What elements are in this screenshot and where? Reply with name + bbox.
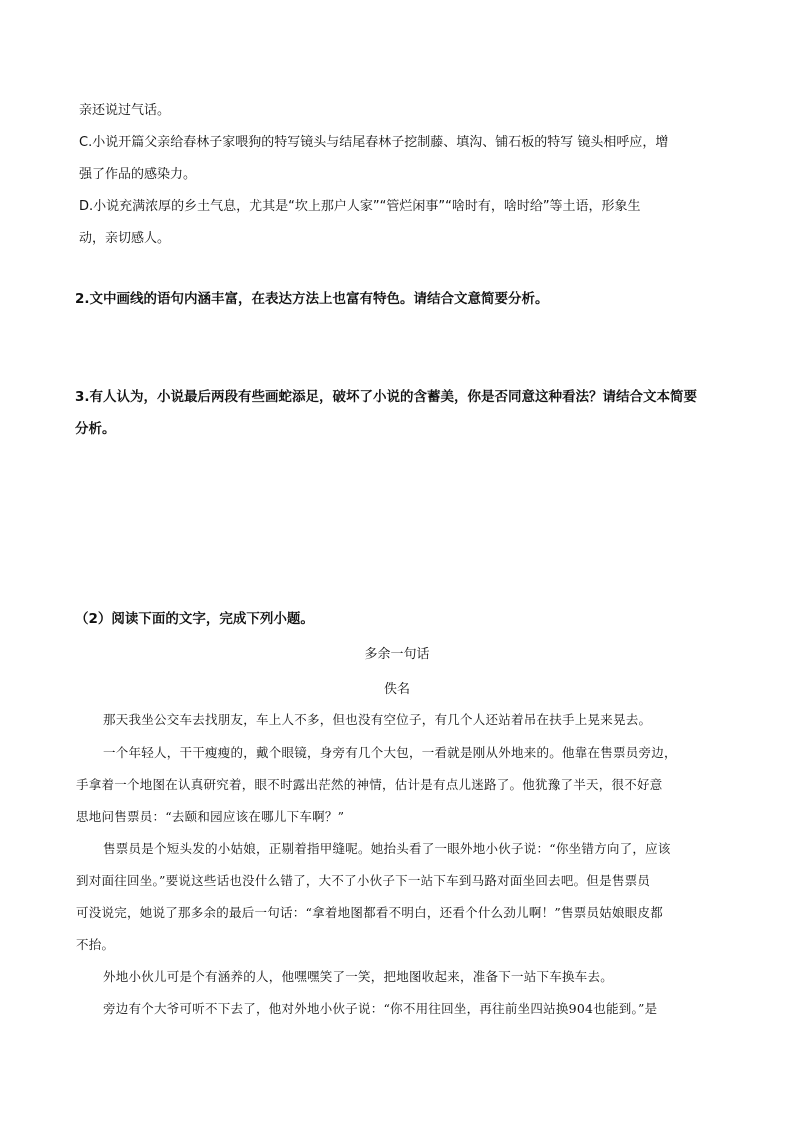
option-d-line2: 动，亲切感人。	[79, 231, 171, 246]
option-c-line2: 强了作品的感染力。	[79, 167, 197, 182]
story-paragraph-5-line1: 旁边有个大爷可听不下去了，他对外地小伙子说：“你不用往回坐，再往前坐四站换904也能到。”是	[103, 1001, 658, 1016]
story-paragraph-2-line1: 一个年轻人，干干瘦瘦的，戴个眼镜，身旁有几个大包，一看就是刚从外地来的。他靠在售票员旁边，	[103, 745, 677, 760]
question-3-line1: 3.有人认为，小说最后两段有些画蛇添足，破坏了小说的含蓄美，你是否同意这种看法？请结合文本简要	[75, 389, 698, 405]
section-2-instruction: （2）阅读下面的文字，完成下列小题。	[75, 611, 314, 627]
story-author: 佚名	[383, 682, 410, 697]
story-paragraph-4: 外地小伙儿可是个有涵养的人，他嘿嘿笑了一笑，把地图收起来，准备下一站下车换车去。	[103, 969, 614, 984]
story-title: 多余一句话	[364, 647, 430, 662]
story-paragraph-3-line3: 可没说完，她说了那多余的最后一句话：“拿着地图都看不明白，还看个什么劲儿啊！”售票员姑娘眼皮都	[76, 905, 664, 920]
option-c-line1: C.小说开篇父亲给春林子家喂狗的特写镜头与结尾春林子挖制藤、填沟、铺石板的特写 镜头相呼应，增	[79, 135, 669, 150]
story-paragraph-1: 那天我坐公交车去找朋友，车上人不多，但也没有空位子，有几个人还站着吊在扶手上晃来晃去。	[103, 712, 652, 727]
story-paragraph-3-line2: 到对面往回坐。”要说这些话也没什么错了，大不了小伙子下一站下车到马路对面坐回去吧。但是售票员	[76, 873, 651, 888]
story-paragraph-3-line1: 售票员是个短头发的小姑娘，正剔着指甲缝呢。她抬头看了一眼外地小伙子说：“你坐错方向了，应该	[103, 841, 671, 856]
option-b-tail: 亲还说过气话。	[79, 103, 171, 118]
question-3-line2: 分析。	[75, 421, 116, 437]
story-paragraph-3-line4: 不抬。	[76, 937, 115, 952]
story-paragraph-2-line2: 手拿着一个地图在认真研究着，眼不时露出茫然的神情，估计是有点儿迷路了。他犹豫了半天，很不好意	[76, 777, 663, 792]
story-paragraph-2-line3: 思地问售票员：“去颐和园应该在哪儿下车啊？”	[76, 809, 345, 824]
question-2: 2.文中画线的语句内涵丰富，在表达方法上也富有特色。请结合文意简要分析。	[75, 291, 549, 307]
option-d-line1: D.小说充满浓厚的乡土气息，尤其是“坎上那户人家”“管烂闲事”“啥时有，啥时给”等土语，形象生	[79, 199, 641, 214]
